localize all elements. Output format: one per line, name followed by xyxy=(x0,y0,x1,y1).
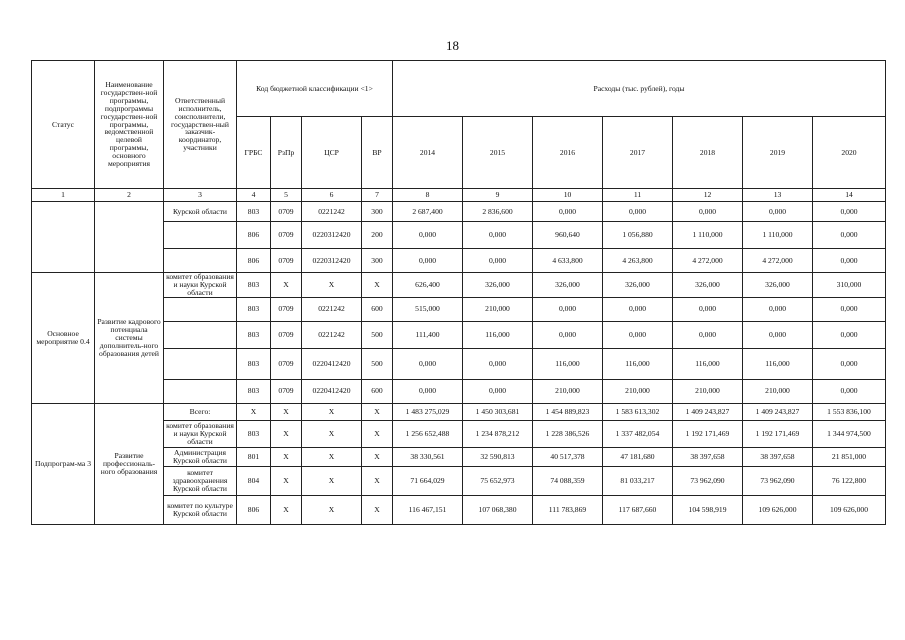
amount-cell: 81 033,217 xyxy=(603,466,673,495)
amount-cell: 626,400 xyxy=(393,273,463,298)
code-cell: 804 xyxy=(237,466,271,495)
code-cell: 0709 xyxy=(271,348,302,379)
amount-cell: 111 783,869 xyxy=(533,495,603,524)
code-cell: Х xyxy=(362,495,393,524)
amount-cell: 73 962,090 xyxy=(743,466,813,495)
column-number: 11 xyxy=(603,189,673,202)
amount-cell: 107 068,380 xyxy=(463,495,533,524)
amount-cell: 111,400 xyxy=(393,321,463,348)
code-cell: 0709 xyxy=(271,249,302,273)
code-cell: Х xyxy=(271,403,302,420)
amount-cell: 0,000 xyxy=(393,379,463,403)
amount-cell: 210,000 xyxy=(463,297,533,321)
code-cell: 803 xyxy=(237,379,271,403)
amount-cell: 326,000 xyxy=(673,273,743,298)
responsible-cell: комитет здравоохранения Курской области xyxy=(164,466,237,495)
amount-cell: 76 122,800 xyxy=(813,466,886,495)
amount-cell: 0,000 xyxy=(743,321,813,348)
amount-cell: 326,000 xyxy=(603,273,673,298)
code-cell: 0220312420 xyxy=(302,249,362,273)
code-cell: Х xyxy=(302,420,362,447)
amount-cell: 1 450 303,681 xyxy=(463,403,533,420)
amount-cell: 0,000 xyxy=(673,202,743,222)
amount-cell: 0,000 xyxy=(603,202,673,222)
amount-cell: 0,000 xyxy=(603,321,673,348)
code-cell: 0221242 xyxy=(302,321,362,348)
amount-cell: 40 517,378 xyxy=(533,447,603,466)
amount-cell: 109 626,000 xyxy=(813,495,886,524)
amount-cell: 210,000 xyxy=(743,379,813,403)
code-cell: Х xyxy=(362,403,393,420)
amount-cell: 0,000 xyxy=(533,321,603,348)
amount-cell: 326,000 xyxy=(743,273,813,298)
amount-cell: 1 192 171,469 xyxy=(673,420,743,447)
amount-cell: 75 652,973 xyxy=(463,466,533,495)
code-cell: 0709 xyxy=(271,222,302,249)
responsible-cell: комитет образования и науки Курской области xyxy=(164,420,237,447)
amount-cell: 326,000 xyxy=(533,273,603,298)
program-name-cell: Развитие профессиональ-ного образования xyxy=(95,403,164,524)
code-cell: 0220412420 xyxy=(302,348,362,379)
responsible-cell: Всего: xyxy=(164,403,237,420)
code-cell: Х xyxy=(271,420,302,447)
column-number: 3 xyxy=(164,189,237,202)
amount-cell: 210,000 xyxy=(673,379,743,403)
table-row xyxy=(32,273,886,298)
table-body xyxy=(32,202,886,525)
amount-cell: 0,000 xyxy=(813,249,886,273)
amount-cell: 0,000 xyxy=(743,297,813,321)
header-year-3: 2017 xyxy=(603,117,673,189)
code-cell: Х xyxy=(237,403,271,420)
code-cell: 0709 xyxy=(271,297,302,321)
code-cell: Х xyxy=(362,273,393,298)
amount-cell: 2 687,400 xyxy=(393,202,463,222)
table-row xyxy=(32,202,886,222)
header-status: Статус xyxy=(32,61,95,189)
code-cell: 803 xyxy=(237,297,271,321)
amount-cell: 0,000 xyxy=(813,348,886,379)
amount-cell: 0,000 xyxy=(743,202,813,222)
amount-cell: 0,000 xyxy=(463,222,533,249)
amount-cell: 116,000 xyxy=(603,348,673,379)
amount-cell: 1 192 171,469 xyxy=(743,420,813,447)
amount-cell: 1 056,880 xyxy=(603,222,673,249)
amount-cell: 4 272,000 xyxy=(673,249,743,273)
amount-cell: 1 234 878,212 xyxy=(463,420,533,447)
amount-cell: 4 633,800 xyxy=(533,249,603,273)
amount-cell: 1 409 243,827 xyxy=(743,403,813,420)
responsible-cell xyxy=(164,321,237,348)
amount-cell: 109 626,000 xyxy=(743,495,813,524)
code-cell: Х xyxy=(302,447,362,466)
column-numbers-row xyxy=(32,189,886,202)
code-cell: 500 xyxy=(362,348,393,379)
code-cell: 803 xyxy=(237,273,271,298)
responsible-cell xyxy=(164,379,237,403)
code-cell: Х xyxy=(271,466,302,495)
amount-cell: 0,000 xyxy=(813,222,886,249)
amount-cell: 2 836,600 xyxy=(463,202,533,222)
code-cell: 806 xyxy=(237,249,271,273)
amount-cell: 1 110,000 xyxy=(743,222,813,249)
responsible-cell: Курской области xyxy=(164,202,237,222)
amount-cell: 0,000 xyxy=(603,297,673,321)
code-cell: Х xyxy=(302,273,362,298)
amount-cell: 1 409 243,827 xyxy=(673,403,743,420)
amount-cell: 0,000 xyxy=(673,297,743,321)
amount-cell: 116,000 xyxy=(743,348,813,379)
code-cell: Х xyxy=(302,466,362,495)
amount-cell: 116,000 xyxy=(463,321,533,348)
program-name-cell: Развитие кадрового потенциала системы дополнитель-ного образования детей xyxy=(95,273,164,404)
code-cell: 803 xyxy=(237,420,271,447)
budget-table xyxy=(31,60,886,525)
amount-cell: 73 962,090 xyxy=(673,466,743,495)
amount-cell: 1 454 889,823 xyxy=(533,403,603,420)
code-cell: Х xyxy=(271,447,302,466)
amount-cell: 0,000 xyxy=(673,321,743,348)
code-cell: 0709 xyxy=(271,321,302,348)
code-cell: 300 xyxy=(362,202,393,222)
amount-cell: 0,000 xyxy=(463,249,533,273)
header-year-1: 2015 xyxy=(463,117,533,189)
column-number: 7 xyxy=(362,189,393,202)
header-code-1: РзПр xyxy=(271,117,302,189)
amount-cell: 116,000 xyxy=(533,348,603,379)
amount-cell: 0,000 xyxy=(813,297,886,321)
header-expenses-group: Расходы (тыс. рублей), годы xyxy=(393,61,886,117)
amount-cell: 4 272,000 xyxy=(743,249,813,273)
header-year-4: 2018 xyxy=(673,117,743,189)
responsible-cell: комитет по культуре Курской области xyxy=(164,495,237,524)
column-number: 2 xyxy=(95,189,164,202)
code-cell: 200 xyxy=(362,222,393,249)
amount-cell: 1 483 275,029 xyxy=(393,403,463,420)
column-number: 1 xyxy=(32,189,95,202)
header-year-0: 2014 xyxy=(393,117,463,189)
amount-cell: 32 590,813 xyxy=(463,447,533,466)
code-cell: 0709 xyxy=(271,202,302,222)
amount-cell: 0,000 xyxy=(533,297,603,321)
header-year-5: 2019 xyxy=(743,117,813,189)
amount-cell: 21 851,000 xyxy=(813,447,886,466)
code-cell: 0221242 xyxy=(302,297,362,321)
amount-cell: 1 344 974,500 xyxy=(813,420,886,447)
amount-cell: 0,000 xyxy=(813,379,886,403)
amount-cell: 326,000 xyxy=(463,273,533,298)
column-number: 5 xyxy=(271,189,302,202)
column-number: 8 xyxy=(393,189,463,202)
amount-cell: 116,000 xyxy=(673,348,743,379)
amount-cell: 38 330,561 xyxy=(393,447,463,466)
amount-cell: 47 181,680 xyxy=(603,447,673,466)
code-cell: 801 xyxy=(237,447,271,466)
amount-cell: 74 088,359 xyxy=(533,466,603,495)
amount-cell: 1 583 613,302 xyxy=(603,403,673,420)
table-row xyxy=(32,403,886,420)
amount-cell: 960,640 xyxy=(533,222,603,249)
code-cell: 600 xyxy=(362,297,393,321)
header-responsible: Ответственный исполнитель, соисполнители, государствен-ный заказчик-координатор, участники xyxy=(164,61,237,189)
header-code-2: ЦСР xyxy=(302,117,362,189)
code-cell: Х xyxy=(362,466,393,495)
code-cell: 0220312420 xyxy=(302,222,362,249)
amount-cell: 1 553 836,100 xyxy=(813,403,886,420)
code-cell: 300 xyxy=(362,249,393,273)
column-number: 14 xyxy=(813,189,886,202)
code-cell: Х xyxy=(271,273,302,298)
program-name-cell xyxy=(95,202,164,273)
code-cell: 803 xyxy=(237,202,271,222)
responsible-cell xyxy=(164,297,237,321)
responsible-cell xyxy=(164,222,237,249)
amount-cell: 0,000 xyxy=(393,222,463,249)
header-code-3: ВР xyxy=(362,117,393,189)
code-cell: 0220412420 xyxy=(302,379,362,403)
header-year-2: 2016 xyxy=(533,117,603,189)
code-cell: Х xyxy=(271,495,302,524)
column-number: 13 xyxy=(743,189,813,202)
code-cell: 803 xyxy=(237,321,271,348)
status-cell: Подпрограм-ма 3 xyxy=(32,403,95,524)
amount-cell: 210,000 xyxy=(533,379,603,403)
amount-cell: 1 110,000 xyxy=(673,222,743,249)
responsible-cell xyxy=(164,348,237,379)
column-number: 12 xyxy=(673,189,743,202)
amount-cell: 117 687,660 xyxy=(603,495,673,524)
amount-cell: 310,000 xyxy=(813,273,886,298)
page-number: 18 xyxy=(446,38,459,53)
amount-cell: 0,000 xyxy=(393,348,463,379)
amount-cell: 1 337 482,054 xyxy=(603,420,673,447)
column-number: 4 xyxy=(237,189,271,202)
amount-cell: 1 228 386,526 xyxy=(533,420,603,447)
code-cell: Х xyxy=(302,495,362,524)
amount-cell: 116 467,151 xyxy=(393,495,463,524)
code-cell: Х xyxy=(362,447,393,466)
amount-cell: 1 256 652,488 xyxy=(393,420,463,447)
amount-cell: 104 598,919 xyxy=(673,495,743,524)
code-cell: Х xyxy=(302,403,362,420)
header-year-6: 2020 xyxy=(813,117,886,189)
amount-cell: 4 263,800 xyxy=(603,249,673,273)
amount-cell: 0,000 xyxy=(813,321,886,348)
responsible-cell xyxy=(164,249,237,273)
code-cell: 0221242 xyxy=(302,202,362,222)
status-cell: Основное мероприятие 0.4 xyxy=(32,273,95,404)
code-cell: 803 xyxy=(237,348,271,379)
column-number: 9 xyxy=(463,189,533,202)
header-code-group: Код бюджетной классификации <1> xyxy=(237,61,393,117)
amount-cell: 0,000 xyxy=(463,348,533,379)
code-cell: Х xyxy=(362,420,393,447)
code-cell: 600 xyxy=(362,379,393,403)
code-cell: 806 xyxy=(237,495,271,524)
code-cell: 500 xyxy=(362,321,393,348)
status-cell xyxy=(32,202,95,273)
amount-cell: 210,000 xyxy=(603,379,673,403)
header-code-0: ГРБС xyxy=(237,117,271,189)
amount-cell: 38 397,658 xyxy=(743,447,813,466)
header-name: Наименование государствен-ной программы, подпрограммы государствен-ной программы, ведомственной целевой программы, основного мероприятия xyxy=(95,61,164,189)
amount-cell: 0,000 xyxy=(813,202,886,222)
amount-cell: 0,000 xyxy=(533,202,603,222)
amount-cell: 0,000 xyxy=(463,379,533,403)
amount-cell: 38 397,658 xyxy=(673,447,743,466)
responsible-cell: комитет образования и науки Курской области xyxy=(164,273,237,298)
responsible-cell: Администрация Курской области xyxy=(164,447,237,466)
amount-cell: 515,000 xyxy=(393,297,463,321)
amount-cell: 0,000 xyxy=(393,249,463,273)
amount-cell: 71 664,029 xyxy=(393,466,463,495)
column-number: 10 xyxy=(533,189,603,202)
code-cell: 0709 xyxy=(271,379,302,403)
column-number: 6 xyxy=(302,189,362,202)
code-cell: 806 xyxy=(237,222,271,249)
